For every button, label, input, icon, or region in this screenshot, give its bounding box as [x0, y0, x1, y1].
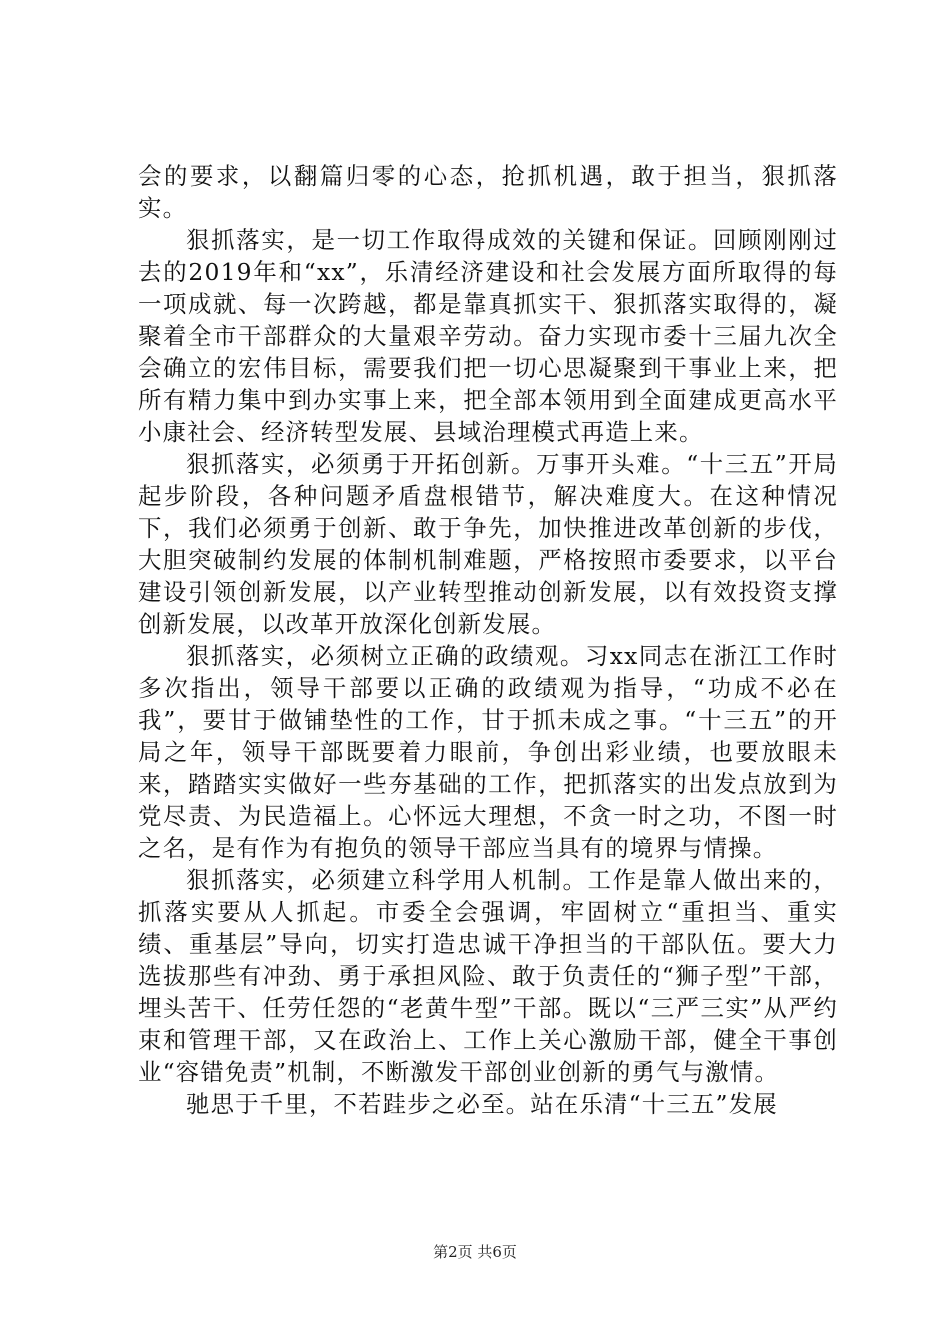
page-number-footer: 第2页 共6页 [433, 1243, 517, 1261]
paragraph-6: 驰思于千里，不若跬步之必至。站在乐清“十三五”发展 [186, 1090, 778, 1118]
paragraph-1: 会的要求，以翻篇归零的心态，抢抓机遇，敢于担当，狠抓落实。 [138, 162, 838, 222]
document-body [138, 160, 838, 1120]
paragraph-3: 狠抓落实，必须勇于开拓创新。万事开头难。“十三五”开局起步阶段，各种问题矛盾盘根错节，解决难度大。在这种情况下，我们必须勇于创新、敢于争先，加快推进改革创新的步伐，大胆突破制约发展的体制机制难题，严格按照市委要求，以平台建设引领创新发展，以产业转型推动创新发展，以有效投资支撑创新发展，以改革开放深化创新发展。 [138, 450, 838, 638]
paragraph-2: 狠抓落实，是一切工作取得成效的关键和保证。回顾刚刚过去的2019年和“xx”，乐清经济建设和社会发展方面所取得的每一项成就、每一次跨越，都是靠真抓实干、狠抓落实取得的，凝聚着全市干部群众的大量艰辛劳动。奋力实现市委十三届九次全会确立的宏伟目标，需要我们把一切心思凝聚到干事业上来，把所有精力集中到办实事上来，把全部本领用到全面建成更高水平小康社会、经济转型发展、县域治理模式再造上来。 [138, 226, 838, 446]
paragraph-5: 狠抓落实，必须建立科学用人机制。工作是靠人做出来的，抓落实要从人抓起。市委全会强调，牢固树立“重担当、重实绩、重基层”导向，切实打造忠诚干净担当的干部队伍。要大力选拔那些有冲劲、勇于承担风险、敢于负责任的“狮子型”干部，埋头苦干、任劳任怨的“老黄牛型”干部。既以“三严三实”从严约束和管理干部，又在政治上、工作上关心激励干部，健全干事创业“容错免责”机制，不断激发干部创业创新的勇气与激情。 [138, 866, 838, 1086]
paragraph-4: 狠抓落实，必须树立正确的政绩观。习xx同志在浙江工作时多次指出，领导干部要以正确的政绩观为指导，“功成不必在我”，要甘于做铺垫性的工作，甘于抓未成之事。“十三五”的开局之年，领导干部既要着力眼前，争创出彩业绩，也要放眼未来，踏踏实实做好一些夯基础的工作，把抓落实的出发点放到为党尽责、为民造福上。心怀远大理想，不贪一时之功，不图一时之名，是有作为有抱负的领导干部应当具有的境界与情操。 [138, 642, 838, 862]
